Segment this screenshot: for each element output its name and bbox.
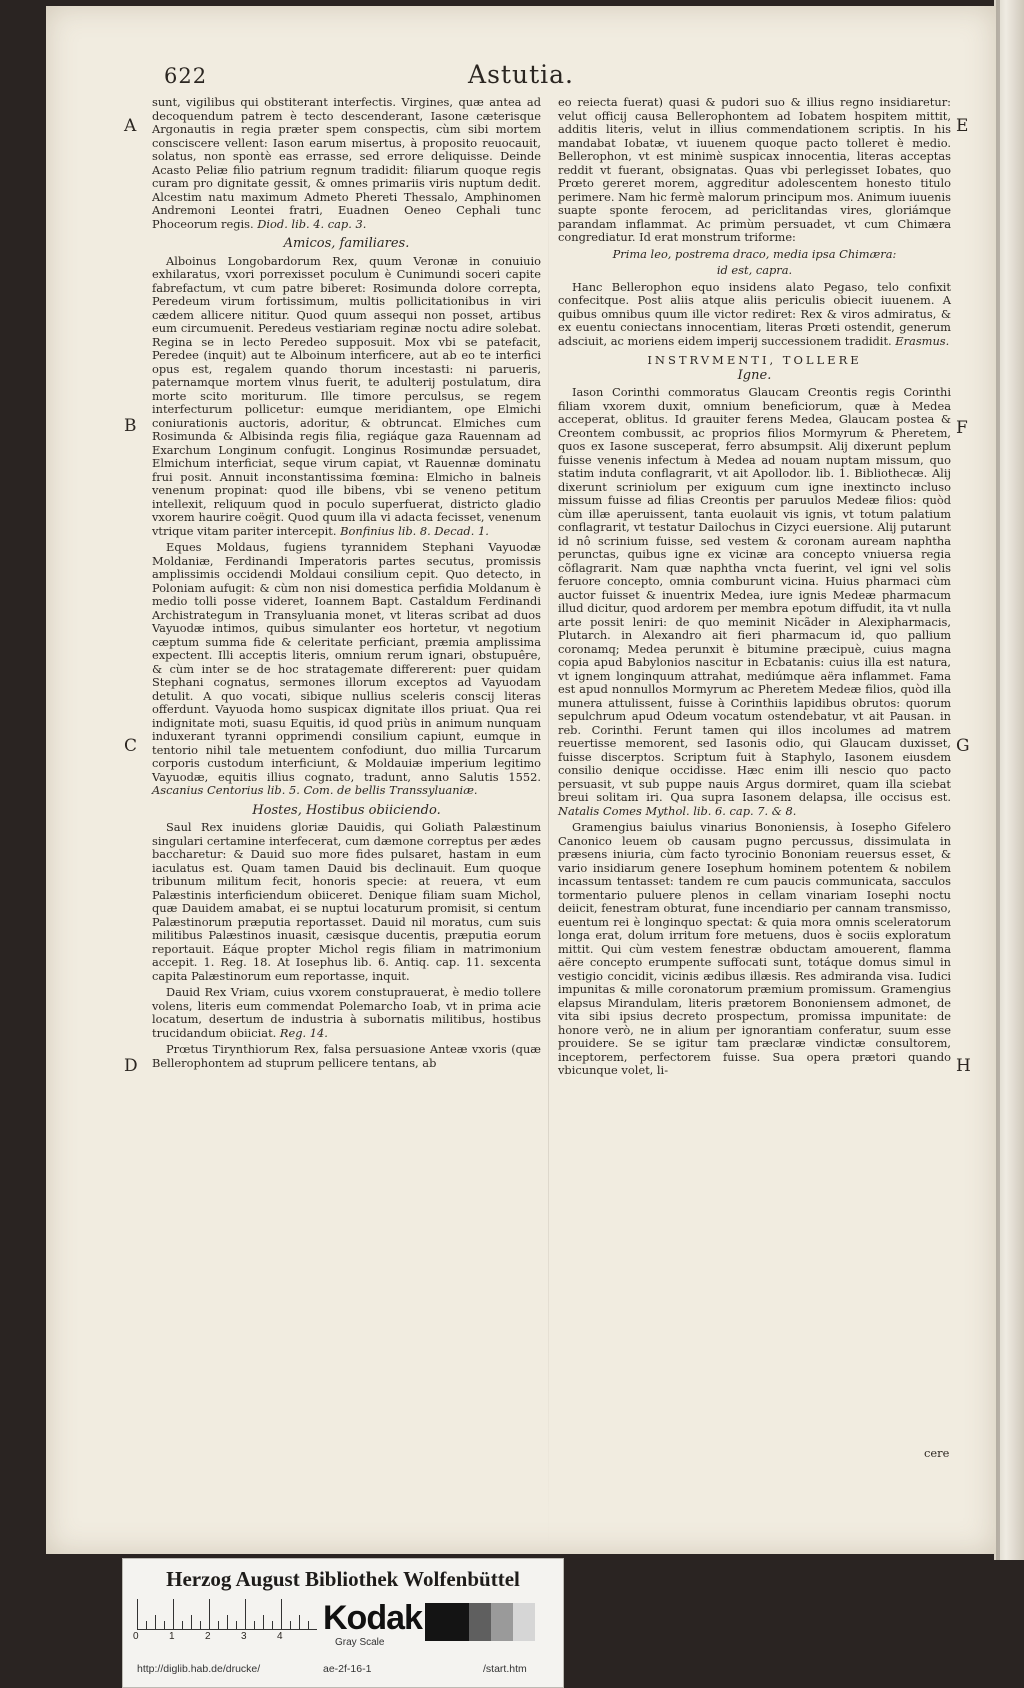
paragraph [558,386,951,818]
left-column [152,96,541,1073]
ruler-tick [173,1599,174,1629]
verse-line: Prima leo, postrema draco, media ipsa Chimæra: [612,246,897,261]
paragraph-text: eo reiecta fuerat) quasi & pudori suo & illius regno insidiaretur: velut officij causa Bellerophontem ad Iobatem hospitem mittit, additis literis, velut in illius commendationem scriptis. In his mandabat Iobatæ, vt iuuenem quoque pacto tolleret è medio. Bellerophon, vt est minimè suspicax innocentia, literas acceptas reddit vt fuerant, obsignatas. Quas vbi perlegisset Iobates, quo Prœto gereret morem, aggreditur adolescentem honesto titulo perimere. Nam hic fermè malorum principum mos. Animum iuuenis suapte sponte ferocem, ad periclitandas vires, gloriámque parandam inflammat. Ac primùm persuadet, vt cum Chimæra congrediatur. Id erat monstrum triforme: [558,95,951,244]
ruler-label: 4 [277,1631,283,1642]
ruler-tick [182,1621,183,1629]
ruler-label: 3 [241,1631,247,1642]
ruler-tick [218,1621,219,1629]
citation: Ascanius Centorius lib. 5. Com. de bellis Transsyluaniæ. [152,783,478,797]
paragraph [152,986,541,1040]
margin-letter-d: D [124,1056,138,1076]
margin-letter-e: E [956,116,969,136]
ruler-labels [133,1631,323,1645]
ruler-tick [281,1599,282,1629]
scale-ruler [137,1599,317,1630]
margin-letter-g: G [956,736,970,756]
ruler-tick [146,1621,147,1629]
ruler-tick [272,1621,273,1629]
paragraph [152,96,541,231]
ruler-tick [191,1615,192,1629]
paragraph-text: Gramengius baiulus vinarius Bononiensis, à Iosepho Gifelero Canonico leuem ob causam pugno percussus, dissimulata in præsens iniuria, cùm facto tyrocinio Bononiam reuersus esset, & vario insidiarum genere Iosephum hominem potentem & nobilem incassum tentasset: tandem re cum paucis communicata, sacculos tormentario puluere plenos in cellam vinariam Iosephi noctu deiicit, fenestram obturat, fune incendiario per cannam transmisso, euentum rei è longinquo spectat: & quia mora omnis sceleratorum longa erat, dolum irritum fore metuens, duos è sociis exploratum mittit. Qui cùm vestem fenestræ obductam amouerent, flamma aëre concepto erumpente suffocati sunt, totáque domus simul in vestigio concidit, vicinis ædibus illæsis. Res admiranda visa. Iudici impunitas & mille coronatorum præmium promissum. Gramengius elapsus Mirandulam, literis prætorem Bononiensem admonet, de vita sibi ipsius decreto prospectum, promissa impunitate: de honore verò, ne in alium per ignorantiam conferatur, suum esse prouidere. Se se igitur tam præclaræ vindictæ consultorem, inceptorem, perfectorem fuisse. Sua opera prætori quando vbicunque volet, li- [558,820,951,1077]
gray-patch [513,1603,535,1641]
running-title: Astutia. [468,60,574,89]
ruler-tick [227,1615,228,1629]
kodak-logo: Kodak [323,1599,422,1637]
verse-line: id est, capra. [716,263,793,277]
ruler-tick [254,1621,255,1629]
start-path: /start.htm [483,1663,527,1675]
ruler-label: 0 [133,1631,139,1642]
margin-letter-a: A [124,116,137,136]
gray-patch [491,1603,513,1641]
ruler-tick [290,1621,291,1629]
book-page [46,6,996,1554]
library-name: Herzog August Bibliothek Wolfenbüttel [166,1567,520,1591]
library-color-card [122,1558,564,1688]
ruler-tick [164,1621,165,1629]
paragraph-text: Prœtus Tirynthiorum Rex, falsa persuasione Anteæ vxoris (quæ Bellerophontem ad stuprum pellicere tentans, ab [152,1042,541,1070]
ruler-tick [299,1615,300,1629]
paragraph-text: Dauid Rex Vriam, cuius vxorem constuprauerat, è medio tollere volens, literis eum commendat Polemarcho Ioab, vt in prima acie locatum, desertum de industria à subornatis militibus, hostibus trucidandum obiiciat. [152,985,541,1040]
gray-patch [425,1603,469,1641]
section-heading: Amicos, familiares. [283,236,410,251]
paragraph-text: Saul Rex inuidens gloriæ Dauidis, qui Goliath Palæstinum singulari certamine interfecerat, cum dæmone correptus per ædes baccharetur: & Dauid suo more fides pulsaret, hastam in eum iaculatus est. Quam tamen Dauid bis declinauit. Eum quoque tribunum militum fecit, honoris specie: at reuera, vt eum Palæstinis interficiendum obiiceret. Denique filiam suam Michol, quæ Dauidem amabat, ei se nuptui locaturum promisit, si centum Palæstinorum præputia reportasset. Dauid nil moratus, cum suis militibus Palæstinos inuasit, cæsisque ducentis, præputia eorum reportauit. Eáque propter Michol regis filiam in matrimonium accepit. 1. Reg. 18. At Iosephus lib. 6. Antiq. cap. 11. sexcenta capita Palæstinorum eum reportasse, inquit. [152,820,541,983]
paragraph [558,821,951,1078]
paragraph-text: Eques Moldaus, fugiens tyrannidem Stephani Vayuodæ Moldaniæ, Ferdinandi Imperatoris partes secutus, promissis amplissimis occidendi Moldaui consilium cepit. Quo detecto, in Poloniam aufugit: & cùm non nisi domestica perfidia Moldanum è medio tolli posse videret, Ioannem Bapt. Castaldum Ferdinandi Archistrategum in Transyluania monet, vt literas scribat ad duos Vayuodæ intimos, quibus simulanter eos hortetur, vt negotium cæptum summa fide & celeritate perficiant, præmia amplissima expectent. Illi acceptis literis, omnium rerum ignari, obstupuêre, & cùm inter se de hoc stratagemate differerent: puer quidam Stephani cognatus, sermones illorum exceptos ad Vayuodam detulit. A quo vocati, sibique nullius sceleris conscij literas offerdunt. Vayuoda homo suspicax dignitate illos priuat. Qua rei indignitate moti, suasu Equitis, id quod priùs in animum nunquam induxerant tyranni opprimendi consilium capiunt, eumque in tentorio nihil tale metuentem confodiunt, duo millia Turcarum corporis custodum interficiunt, & Moldauiæ imperium legitimo Vayuodæ, equitis illius cognato, tradunt, anno Salutis 1552. [152,540,541,784]
ruler-tick [200,1621,201,1629]
paragraph [558,96,951,245]
ruler-tick [137,1599,138,1629]
paragraph [152,821,541,983]
right-column [558,96,951,1081]
page-number: 622 [164,64,208,88]
paragraph [152,541,541,798]
margin-letter-c: C [124,736,138,756]
paragraph [152,255,541,539]
ruler-tick [236,1621,237,1629]
citation: Erasmus. [895,333,950,348]
ruler-tick [209,1599,210,1629]
margin-letter-b: B [124,416,137,436]
paragraph-text: Hanc Bellerophon equo insidens alato Pegaso, telo confixit confecitque. Post aliis atque aliis periculis obiecit iuuenem. A quibus omnibus quum ille victor rediret: Rex & viros admiratus, & ex euentu coniectans innocentiam, literas Prœti ostendit, generum adsciuit, ac moriens eidem imperij successionem tradidit. [558,279,951,348]
citation: Diod. lib. 4. cap. 3. [257,216,367,231]
paragraph-text: Iason Corinthi commoratus Glaucam Creontis regis Corinthi filiam vxorem duxit, omnium beneficiorum, quæ à Medea acceperat, oblitus. Id grauiter ferens Medea, Glaucam postea & Creontem combussit, ac proprios filios Mormyrum & Pheretem, quos ex Iasone susceperat, ferro absumpsit. Alij dixerunt peplum fuisse venenis infectum à Medea ad nouam nuptam missum, quo statim induta conflagrarit, vt ait Apollodor. lib. 1. Bibliothecæ. Alij dixerunt scriniolum per exiguum cum igne inextincto incluso missum fuisse ad filias Creontis per paruulos Medeæ filios: quòd cùm illæ aperuissent, tanta euolauit vis ignis, vt totum palatium conflagrarit, vt testatur Dailochus in Cizyci euersione. Alij putarunt id nô scrinium fuisse, sed vestem & coronam auream naphtha perunctas, quibus igne ex vicinæ ara concepto vniuersa regia cõflagrarit. Nam quæ naphtha vncta fuerint, vel igni vel solis feruore concepto, omnia comburunt vicina. Huius pharmaci cùm auctor fuisset & inuentrix Medea, iure ignis Medeæ pharmacum illud dicitur, quod ardorem per membra epotum diffudit, ita vt nulla arte possit leniri: de quo meminit Nicãder in Alexipharmacis, Plutarch. in Alexandro ait fieri pharmacum id, quo pallium coronamq; Medea perunxit è bitumine præcipuè, cuius magna copia apud Babylonios nascitur in Ecbatanis: cuius illa est natura, vt ignem longinquum attrahat, mediúmque aëra inflammet. Fama est apud nonnullos Mormyrum ac Pheretem Medeæ filios, quòd illa munera attulissent, fuisse à Corinthiis lapidibus obrutos: quorum sepulchrum apud Odeum vocatum ostendebatur, vt ait Pausan. in reb. Corinthi. Ferunt tamen qui illos incolumes ad matrem reuertisse memorent, sed Iasonis odio, qui Glaucam duxisset, fuisse discerptos. Scriptum fuit à Staphylo, Iasonem eiusdem consilio denique occidisse. Hæc enim illi nescio quo pacto persuasit, vt sub puppe nauis Argus dormiret, quam illa sciebat breui solitam iri. Qua supra Iasonem delapsa, ille occisus est. [558,385,951,804]
shelfmark: ae-2f-16-1 [323,1663,372,1675]
ruler-label: 1 [169,1631,175,1642]
library-url: http://diglib.hab.de/drucke/ [137,1663,261,1675]
section-heading: INSTRVMENTI, TOLLERE [647,353,862,367]
citation: Reg. 14. [279,1025,328,1040]
margin-letter-f: F [956,418,968,438]
paragraph [152,1043,541,1070]
section-subheading: Igne. [737,367,772,383]
ruler-tick [245,1599,246,1629]
page-header [46,60,996,96]
paragraph [558,281,951,349]
ruler-tick [155,1615,156,1629]
gray-scale-patches [425,1603,545,1641]
margin-letter-h: H [956,1056,971,1076]
adjacent-page-edge [994,0,1024,1560]
paragraph-text: sunt, vigilibus qui obstiterant interfectis. Virgines, quæ antea ad decoquendum patrem è tecto descenderant, Iasone cæterisque Argonautis in regia præter spem conspectis, cùm sibi mortem consciscere vellent: Iason earum misertus, à proposito reuocauit, solatus, non spontè eas errasse, sed errore deliquisse. Deinde Acasto Peliæ filio patrium regnum tradidit: filiarum quoque regis curam pro dignitate gessit, & omnes primariis viris nuptum dedit. Alcestim natu maximum Admeto Phereti Thessalo, Amphinomen Andremoni Leontei fratri, Euadnen Oeneo Cephali tunc Phoceorum regis. [152,95,541,231]
section-heading: Hostes, Hostibus obiiciendo. [252,802,441,818]
gray-scale-label: Gray Scale [335,1637,385,1648]
column-divider [548,101,549,1551]
citation: Natalis Comes Mythol. lib. 6. cap. 7. & 8. [558,803,797,818]
card-footer [123,1659,563,1679]
ruler-tick [263,1615,264,1629]
ruler-label: 2 [205,1631,211,1642]
gray-patch [469,1603,491,1641]
page-edge-shadow [996,0,1000,1560]
citation: Bonfinius lib. 8. Decad. 1. [340,523,489,538]
ruler-tick [308,1621,309,1629]
paragraph-text: Alboinus Longobardorum Rex, quum Veronæ in conuiuio exhilaratus, vxori porrexisset poculum è Cunimundi soceri capite fabrefactum, vt cum patre biberet: Rosimunda dolore correpta, Peredeum virum fortissimum, multis pollicitationibus in viri cædem allicere nititur. Quod quum assequi non posset, artibus eum circumuenit. Peredeus vestiariam reginæ noctu adire solebat. Regina se in lecto Peredeo supposuit. Mox vbi se patefacit, Peredee (inquit) aut te Alboinum interficere, aut ab eo te interfici opus est, regalem quando thorum incestasti: ni parueris, paternamque mortem vlnus fuerit, te adulterij postulatum, dira morte scito moriturum. Ille timore perculsus, se regem interfecturum pollicetur: eumque meridiantem, ope Elmichi coniurationis auctoris, adoritur, & obtruncat. Elmiches cum Rosimunda & Albisinda regis filia, regiáque gaza Rauennam ad Exarchum Longinum confugit. Longinus Rosimundæ persuadet, Elmichum interficiat, seque virum capiat, vt Rauennæ dominatu frui posit. Annuit inconstantissima fœmina: Elmicho in balneis venenum propinat: quod ille bibens, vbi se veneno petitum intellexit, reliquum quod in poculo superfuerat, districto gladio vxorem haurire coëgit. Quod quum illa vi adacta fecisset, venenum vtrique vitam pariter intercepit. [152,253,541,538]
catchword: cere [924,1446,950,1460]
